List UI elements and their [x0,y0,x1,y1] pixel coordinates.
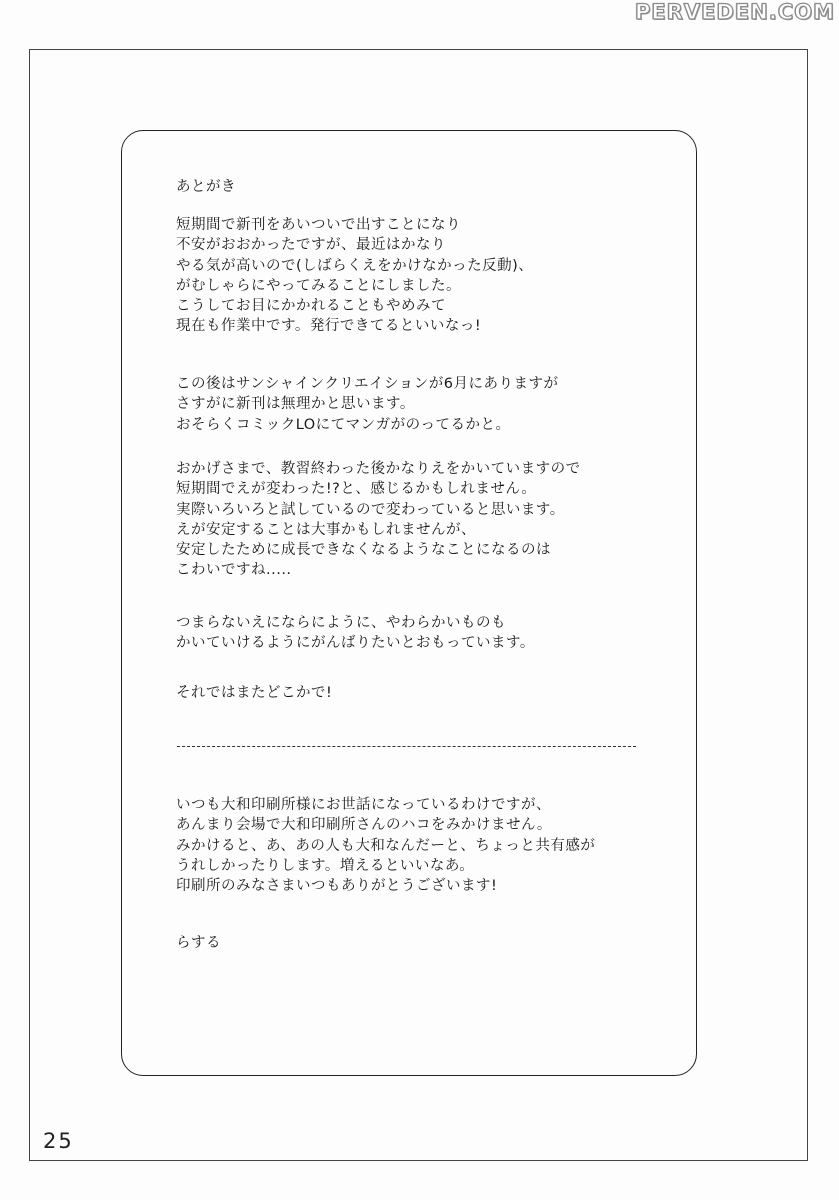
paragraph-new-release [176,215,533,337]
paragraph-art-style [176,459,581,581]
text-line: やる気が高いので(しばらくえをかけなかった反動)、 [176,257,534,274]
text-line: 安定したために成長できなくなるようなことになるのは [176,542,551,559]
paragraph-printer-thanks [176,795,595,896]
text-line: 印刷所のみなさまいつもありがとうございます! [176,878,498,895]
text-line: 不安がおおかったですが、最近はかなり [176,237,446,254]
paragraph-goals [176,613,535,654]
text-line: かいていけるようにがんばりたいとおもっています。 [176,635,535,652]
afterword-heading: あとがき [176,179,236,195]
paragraph-upcoming-event [176,374,558,435]
watermark-logo: PERVEDEN.COM [635,0,835,24]
text-line: 短期間で新刊をあいついで出すことになり [176,217,461,233]
section-divider [177,746,636,747]
text-line: それではまたどこかで! [176,685,333,701]
text-line: さすがに新刊は無理かと思います。 [176,396,415,413]
text-line: 実際いろいろと試しているので変わっていると思います。 [176,501,565,518]
text-line: えが安定することは大事かもしれませんが、 [176,521,476,538]
page-number: 25 [43,1129,74,1153]
text-line: 現在も作業中です。発行できてるといいなっ! [176,318,482,335]
text-line: こうしてお目にかかれることもやめみて [176,298,446,315]
text-line: いつも大和印刷所様にお世話になっているわけですが、 [176,797,551,813]
text-line: つまらないえにならにように、やわらかいものも [176,615,506,631]
text-line: この後はサンシャインクリエイションが6月にありますが [176,376,559,392]
text-line: おそらくコミックLOにてマンガがのってるかと。 [176,416,511,433]
text-line: うれしかったりします。増えるといいなあ。 [176,857,475,874]
paragraph-farewell [176,683,332,703]
text-line: あんまり会場で大和印刷所さんのハコをみかけません。 [176,817,552,834]
text-line: みかけると、あ、あの人も大和なんだーと、ちょっと共有感が [176,837,596,854]
text-line: こわいですね..... [176,562,292,579]
text-line: がむしゃらにやってみることにしました。 [176,277,461,294]
text-line: おかげさまで、教習終わった後かなりえをかいていますので [176,461,581,477]
author-signature: らする [176,935,221,951]
text-line: 短期間でえが変わった!?と、感じるかもしれません。 [176,481,537,498]
